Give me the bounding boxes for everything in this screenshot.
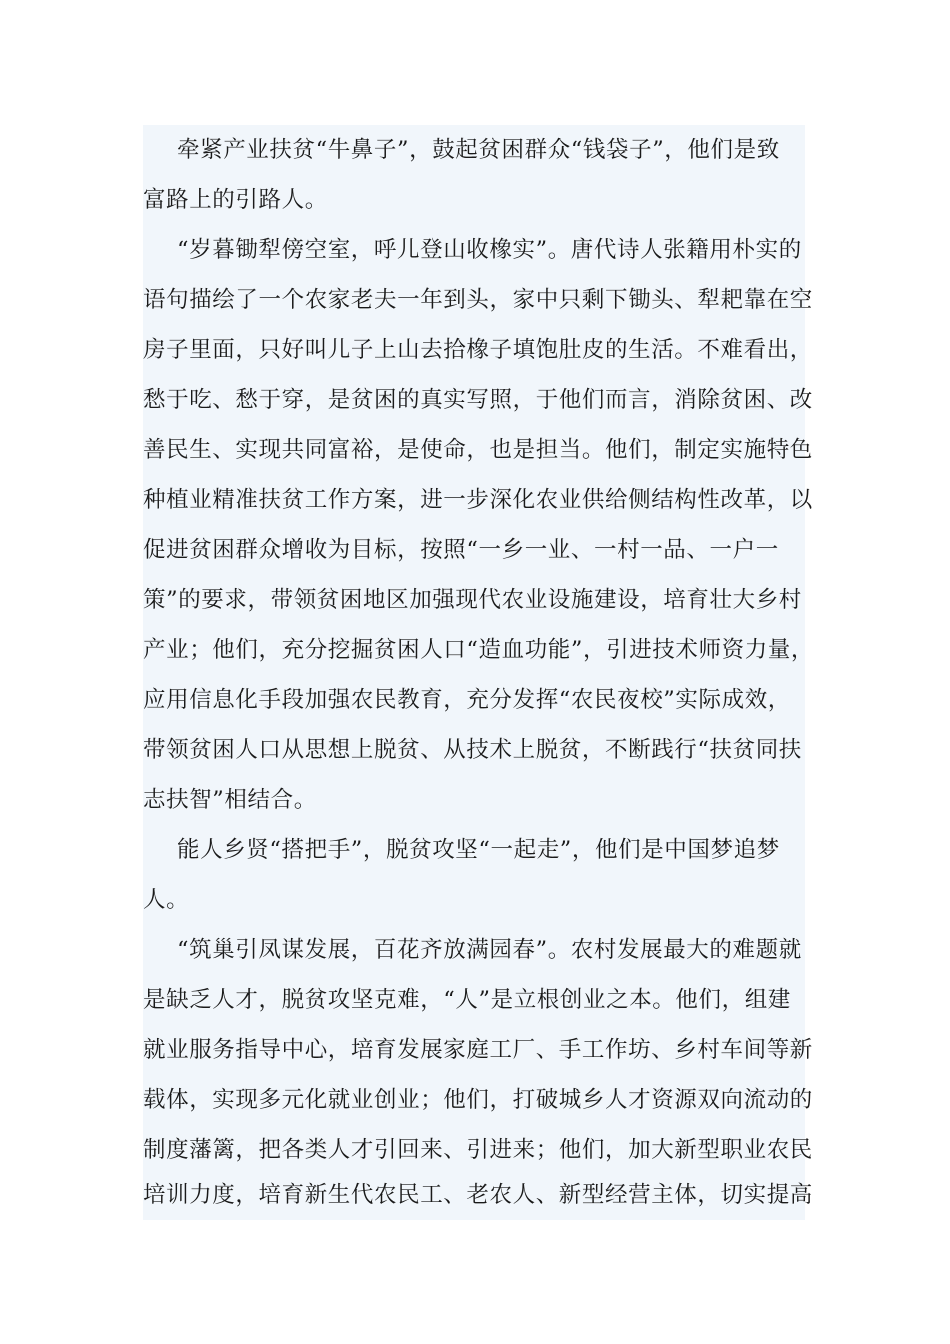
paragraph-2-line-3: 房子里面，只好叫儿子上山去拾橡子填饱肚皮的生活。不难看出， <box>143 337 813 363</box>
paragraph-4-line-3: 就业服务指导中心，培育发展家庭工厂、手工作坊、乡村车间等新 <box>143 1037 813 1063</box>
paragraph-4-line-2: 是缺乏人才，脱贫攻坚克难，“人”是立根创业之本。他们，组建 <box>143 987 791 1013</box>
paragraph-2-line-11: 带领贫困人口从思想上脱贫、从技术上脱贫，不断践行“扶贫同扶 <box>143 737 802 763</box>
paragraph-2-line-5: 善民生、实现共同富裕，是使命，也是担当。他们，制定实施特色 <box>143 437 813 463</box>
paragraph-1-line-1: 牵紧产业扶贫“牛鼻子”，鼓起贫困群众“钱袋子”，他们是致 <box>177 137 780 163</box>
paragraph-4-line-6: 培训力度，培育新生代农民工、老农人、新型经营主体，切实提高 <box>143 1182 813 1208</box>
paragraph-2-line-2: 语句描绘了一个农家老夫一年到头，家中只剩下锄头、犁耙靠在空 <box>143 287 813 313</box>
paragraph-2-line-1: “岁暮锄犁傍空室，呼儿登山收橡实”。唐代诗人张籍用朴实的 <box>177 237 802 263</box>
paragraph-2-line-4: 愁于吃、愁于穿，是贫困的真实写照，于他们而言，消除贫困、改 <box>143 387 813 413</box>
paragraph-2-line-9: 产业；他们，充分挖掘贫困人口“造血功能”，引进技术师资力量， <box>143 637 815 663</box>
paragraph-1-line-2: 富路上的引路人。 <box>143 187 328 213</box>
paragraph-3-line-2: 人。 <box>143 887 190 913</box>
paragraph-2-line-6: 种植业精准扶贫工作方案，进一步深化农业供给侧结构性改革，以 <box>143 487 813 513</box>
paragraph-2-line-12: 志扶智”相结合。 <box>143 787 317 813</box>
paragraph-2-line-10: 应用信息化手段加强农民教育，充分发挥“农民夜校”实际成效， <box>143 687 791 713</box>
paragraph-4-line-1: “筑巢引凤谋发展，百花齐放满园春”。农村发展最大的难题就 <box>177 937 802 963</box>
paragraph-4-line-5: 制度藩篱，把各类人才引回来、引进来；他们，加大新型职业农民 <box>143 1137 813 1163</box>
paragraph-2-line-7: 促进贫困群众增收为目标，按照“一乡一业、一村一品、一户一 <box>143 537 779 563</box>
paragraph-3-line-1: 能人乡贤“搭把手”，脱贫攻坚“一起走”，他们是中国梦追梦 <box>177 837 780 863</box>
document-text-block <box>143 125 815 1220</box>
paragraph-2-line-8: 策”的要求，带领贫困地区加强现代农业设施建设，培育壮大乡村 <box>143 587 802 613</box>
paragraph-4-line-4: 载体，实现多元化就业创业；他们，打破城乡人才资源双向流动的 <box>143 1087 813 1113</box>
